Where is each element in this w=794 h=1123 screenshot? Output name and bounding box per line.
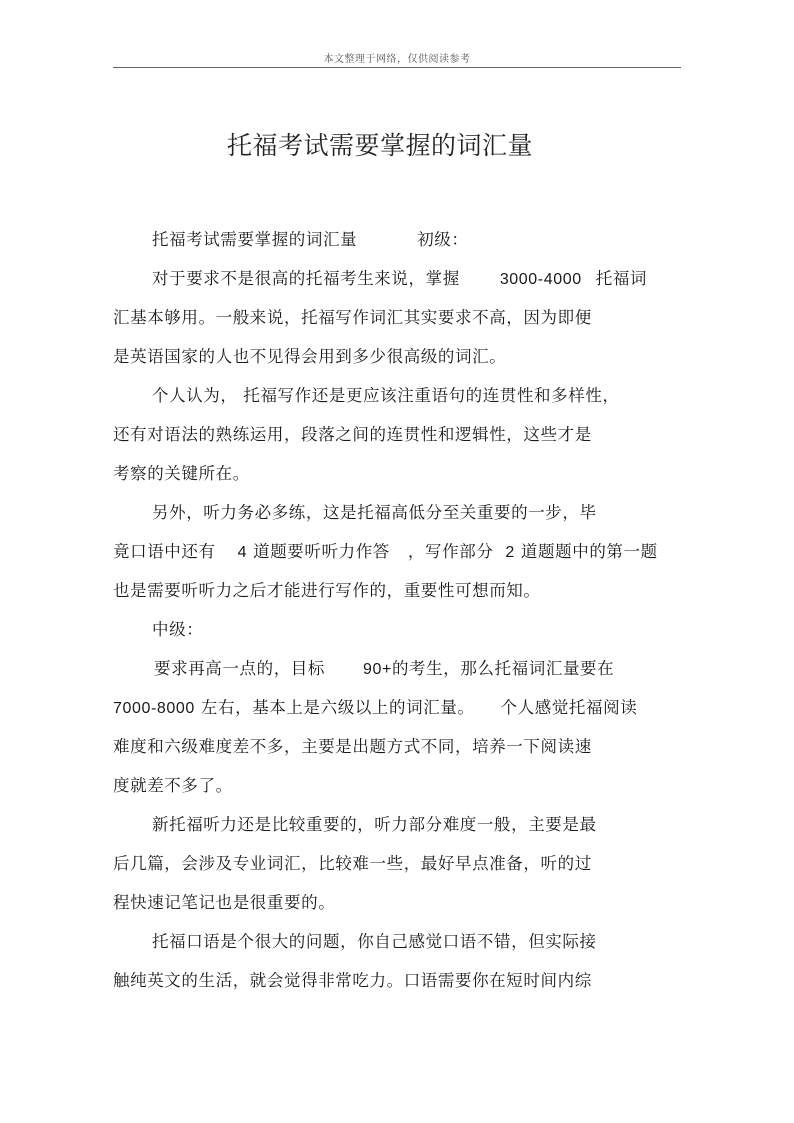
body-line-10: 也是需要听听力之后才能进行写作的，重要性可想而知。 (113, 581, 541, 600)
text-run: 竟口语中还有 (113, 542, 216, 561)
number-run: 90+ (363, 661, 392, 678)
text-run: 个人感觉托福阅读 (500, 698, 638, 717)
body-line-20: 触纯英文的生活，就会觉得非常吃力。口语需要你在短时间内综 (113, 971, 592, 990)
body-line-9 (113, 541, 658, 564)
text-run: 托福考试需要掌握的词汇量 (152, 230, 358, 249)
body-line-6: 还有对语法的熟练运用，段落之间的连贯性和逻辑性，这些才是 (113, 425, 592, 444)
header-divider (113, 67, 681, 68)
text-run: 要求再高一点的，目标 (154, 659, 325, 678)
body-line-12 (154, 658, 614, 681)
section-heading-intermediate: 中级： (152, 620, 204, 639)
number-run: 7000-8000 (113, 700, 195, 717)
text-run: 左右，基本上是六级以上的词汇量。 (200, 698, 475, 717)
text-run: ，写作部分 (407, 542, 494, 561)
body-line-3: 汇基本够用。一般来说，托福写作词汇其实要求不高，因为即便 (113, 308, 592, 327)
header-note: 本文整理于网络，仅供阅读参考 (323, 54, 471, 65)
body-line-15: 度就差不多了。 (113, 776, 233, 795)
body-line-1 (152, 229, 469, 251)
body-line-7: 考察的关键所在。 (113, 464, 250, 483)
body-line-18: 程快速记笔记也是很重要的。 (113, 893, 336, 912)
body-line-8: 另外，听力务必多练，这是托福高低分至关重要的一步，毕 (152, 503, 597, 522)
number-run: 2 (505, 544, 515, 561)
body-line-14: 难度和六级难度差不多，主要是出题方式不同，培养一下阅读速 (113, 737, 592, 756)
text-run: 的考生，那么托福词汇量要在 (391, 659, 615, 678)
body-line-16: 新托福听力还是比较重要的，听力部分难度一般，主要是最 (152, 815, 597, 834)
text-run: 初级： (417, 230, 469, 249)
number-run: 4 (237, 544, 248, 561)
number-run: 3000-4000 (499, 271, 582, 288)
text-run: 道题要听听力作答 (253, 542, 390, 561)
body-line-13 (113, 697, 637, 720)
text-run: 道题题中的第一题 (520, 542, 658, 561)
body-line-19: 托福口语是个很大的问题，你自己感觉口语不错，但实际接 (152, 932, 597, 951)
text-run: 托福词 (595, 269, 648, 288)
text-run: 对于要求不是很高的托福考生来说，掌握 (152, 269, 460, 288)
body-line-17: 后几篇，会涉及专业词汇，比较难一些，最好早点准备，听的过 (113, 854, 592, 873)
body-line-2 (152, 268, 647, 291)
body-line-5: 个人认为， 托福写作还是更应该注重语句的连贯性和多样性， (152, 386, 620, 405)
page-title: 托福考试需要掌握的词汇量 (226, 131, 533, 160)
body-line-4: 是英语国家的人也不见得会用到多少很高级的词汇。 (113, 347, 507, 366)
